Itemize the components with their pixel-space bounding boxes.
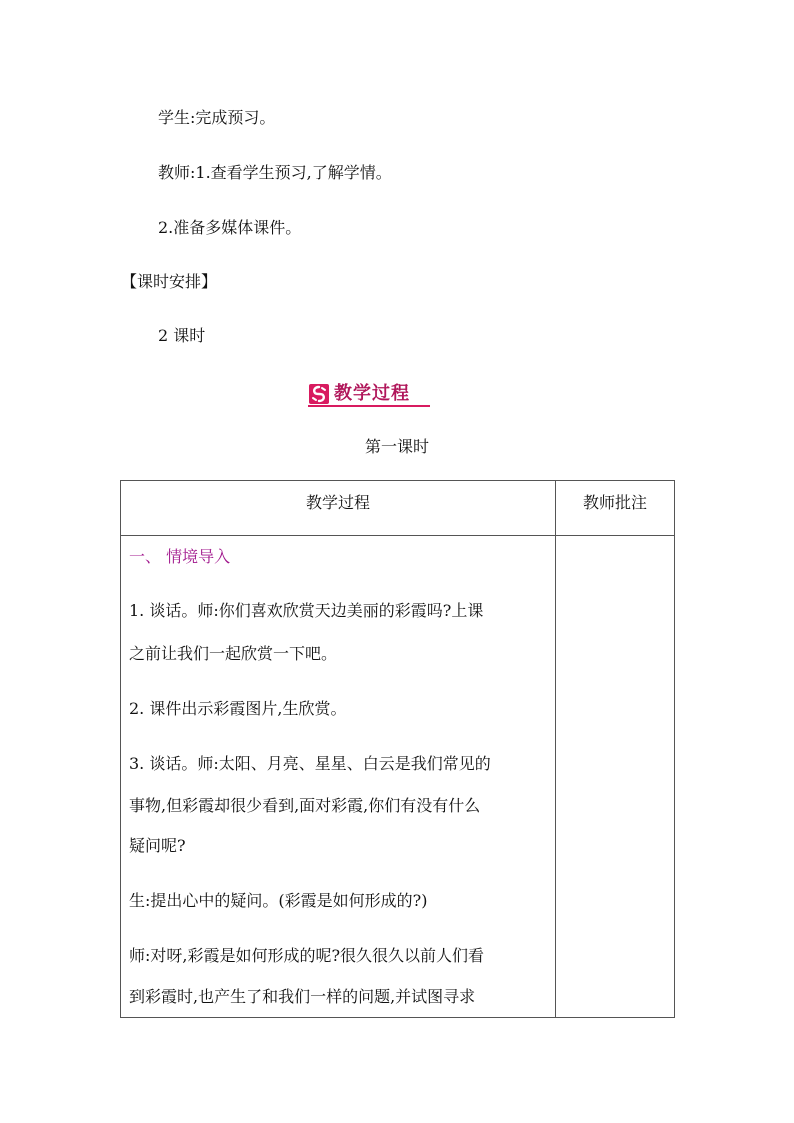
paragraph-3-line-1: 3. 谈话。师:太阳、月亮、星星、白云是我们常见的 [129, 754, 491, 773]
paragraph-5-line-1: 师:对呀,彩霞是如何形成的呢?很久很久以前人们看 [129, 946, 485, 965]
paragraph-1-line-2: 之前让我们一起欣赏一下吧。 [129, 644, 338, 663]
table-body-row [121, 536, 675, 1018]
table-header-row [121, 481, 675, 536]
section-banner-title: 教学过程 [334, 383, 410, 404]
schedule-value: 2 课时 [158, 326, 206, 345]
lesson-subheading: 第一课时 [364, 437, 429, 456]
teacher-prep-line: 教师:1.查看学生预习,了解学情。 [158, 163, 392, 182]
paragraph-1-line-1: 1. 谈话。师:你们喜欢欣赏天边美丽的彩霞吗?上课 [129, 601, 484, 620]
header-teaching-process: 教学过程 [121, 481, 556, 536]
teacher-prep-line-2: 2.准备多媒体课件。 [158, 218, 302, 237]
paragraph-4: 生:提出心中的疑问。(彩霞是如何形成的?) [129, 891, 428, 910]
schedule-heading: 【课时安排】 [121, 272, 218, 291]
student-prep-line: 学生:完成预习。 [158, 108, 276, 127]
section-banner [308, 383, 430, 407]
lesson-table [120, 480, 675, 1018]
teacher-notes-cell [556, 536, 675, 1018]
header-teacher-notes: 教师批注 [556, 481, 675, 536]
paragraph-3-line-3: 疑问呢? [129, 836, 186, 855]
paragraph-5-line-2: 到彩霞时,也产生了和我们一样的问题,并试图寻求 [129, 987, 476, 1006]
section-title: 一、 情境导入 [129, 547, 231, 566]
swirl-logo-icon [309, 384, 329, 404]
teaching-process-cell [121, 536, 556, 1018]
paragraph-3-line-2: 事物,但彩霞却很少看到,面对彩霞,你们有没有什么 [129, 796, 481, 815]
paragraph-2: 2. 课件出示彩霞图片,生欣赏。 [129, 699, 347, 718]
section-banner-underline [308, 405, 430, 407]
